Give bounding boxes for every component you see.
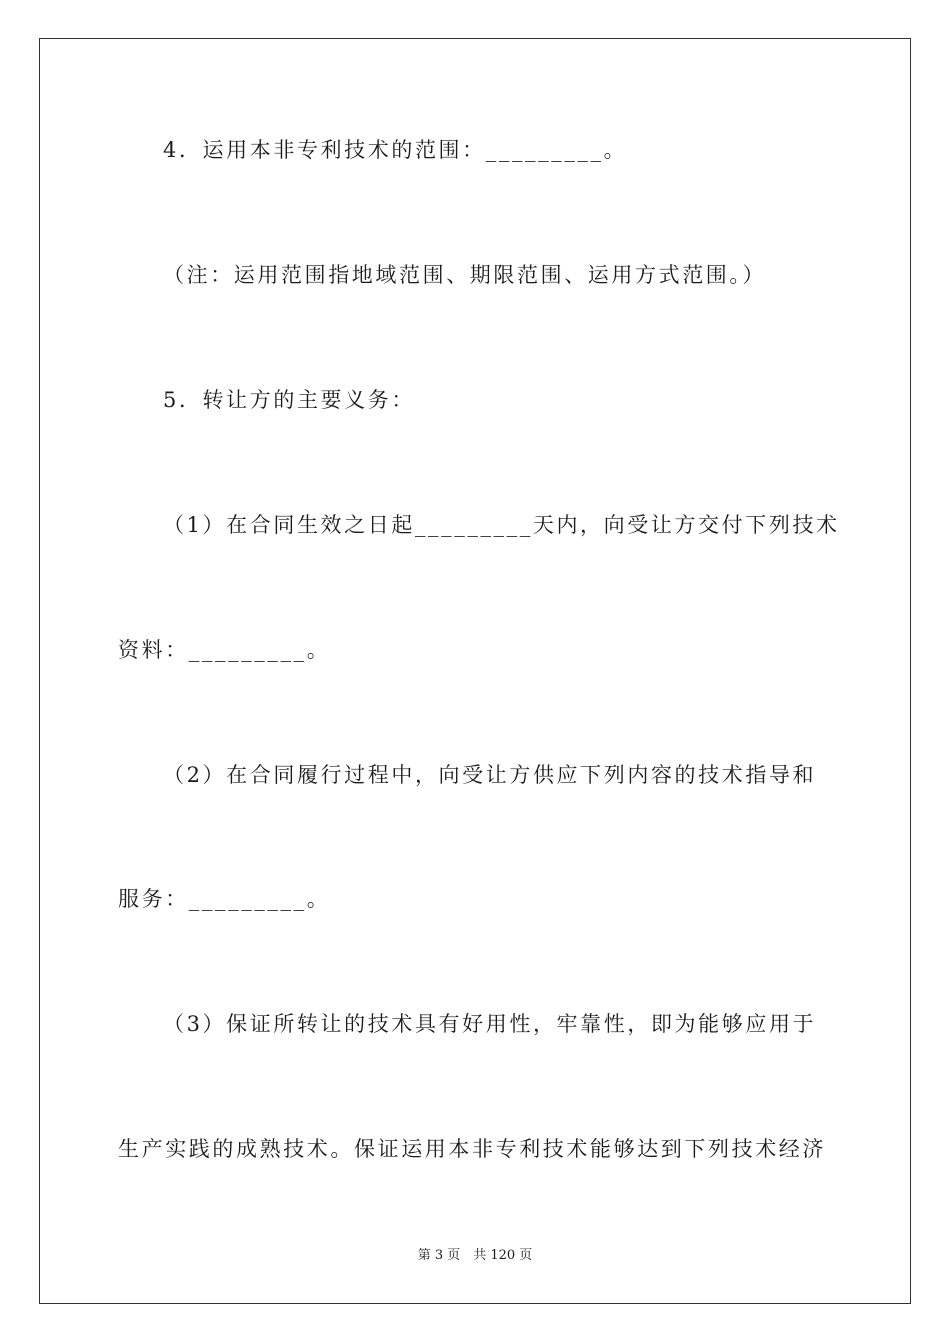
paragraph-item-1-continued: 资料：_________。 [118, 638, 331, 662]
paragraph-item-3: （3）保证所转让的技术具有好用性，牢靠性，即为能够应用于 [163, 1012, 817, 1036]
page-border [39, 38, 911, 1304]
paragraph-scope: 4．运用本非专利技术的范围：_________。 [163, 138, 628, 162]
paragraph-item-3-continued: 生产实践的成熟技术。保证运用本非专利技术能够达到下列技术经济 [118, 1137, 826, 1161]
page-number-footer: 第 3 页 共 120 页 [417, 1248, 533, 1263]
paragraph-item-2: （2）在合同履行过程中，向受让方供应下列内容的技术指导和 [163, 763, 817, 787]
paragraph-note: （注：运用范围指地域范围、期限范围、运用方式范围。） [163, 263, 767, 287]
paragraph-obligations-heading: 5．转让方的主要义务： [163, 388, 415, 412]
paragraph-item-1: （1）在合同生效之日起_________天内，向受让方交付下列技术 [163, 513, 840, 537]
paragraph-item-2-continued: 服务：_________。 [118, 887, 331, 911]
